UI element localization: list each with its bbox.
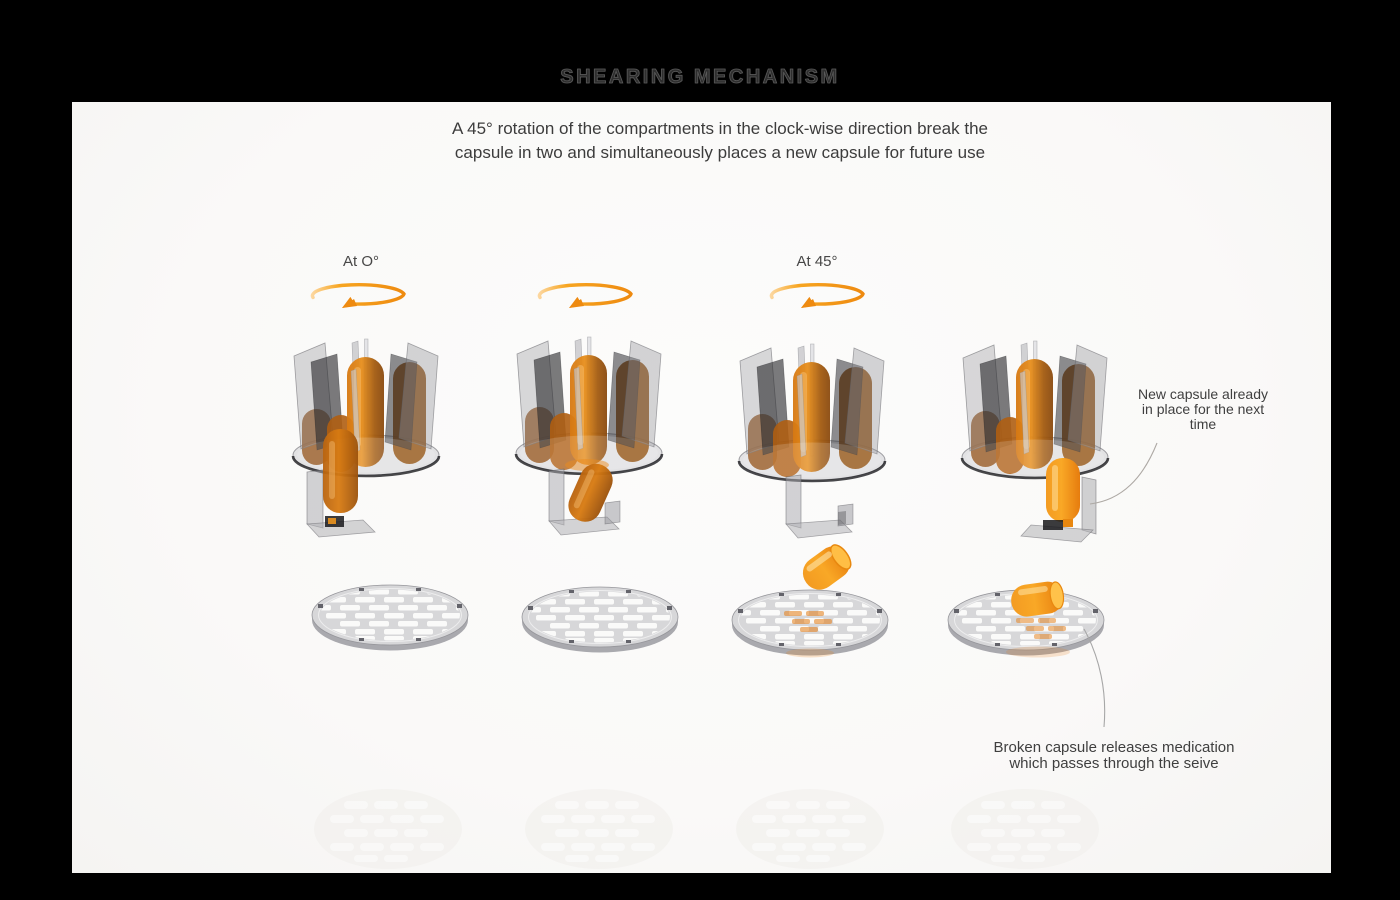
sieve-reflection-2 — [525, 789, 673, 869]
page-title: SHEARING MECHANISM — [560, 66, 840, 88]
falling-capsule — [797, 540, 857, 596]
description — [220, 117, 1220, 164]
annotation-new-capsule-line-3: time — [1189, 416, 1217, 433]
sieve-disc-1 — [311, 585, 476, 651]
annotation-new-capsule-line-1: New capsule already — [1138, 386, 1268, 402]
stage-label-45deg: At 45° — [796, 253, 838, 270]
loaded-capsule — [323, 429, 358, 513]
device-stage-4-render — [962, 341, 1108, 542]
device-stage-2-render — [516, 337, 662, 535]
annotation-broken-capsule — [983, 740, 1245, 771]
sieve-reflection-4 — [951, 789, 1099, 869]
annotation-broken-capsule-line-1: Broken capsule releases medication — [993, 739, 1235, 756]
sieve-disc-3 — [731, 590, 896, 658]
new-capsule — [1046, 458, 1080, 522]
rotation-arrow-icon-3 — [771, 285, 863, 308]
stage-label-0deg: At O° — [342, 253, 379, 270]
rotation-arrow-icon-1 — [312, 285, 404, 308]
annotation-broken-capsule-line-2: which passes through the seive — [1009, 754, 1219, 772]
description-line-1: A 45° rotation of the compartments in the clock-wise direction break the — [452, 119, 988, 138]
sieve-disc-2 — [521, 587, 686, 653]
description-line-2: capsule in two and simultaneously places a new capsule for future use — [454, 142, 986, 162]
annotation-new-capsule-line-2: in place for the next — [1141, 401, 1265, 418]
device-stage-3-render — [739, 344, 885, 596]
sieve-reflection-3 — [736, 789, 884, 869]
device-stage-1-render — [293, 339, 439, 537]
annotation-new-capsule — [1122, 387, 1284, 433]
sieve-disc-4 — [947, 580, 1112, 658]
rotation-arrow-icon-2 — [539, 285, 631, 308]
sieve-reflection-1 — [314, 789, 462, 869]
